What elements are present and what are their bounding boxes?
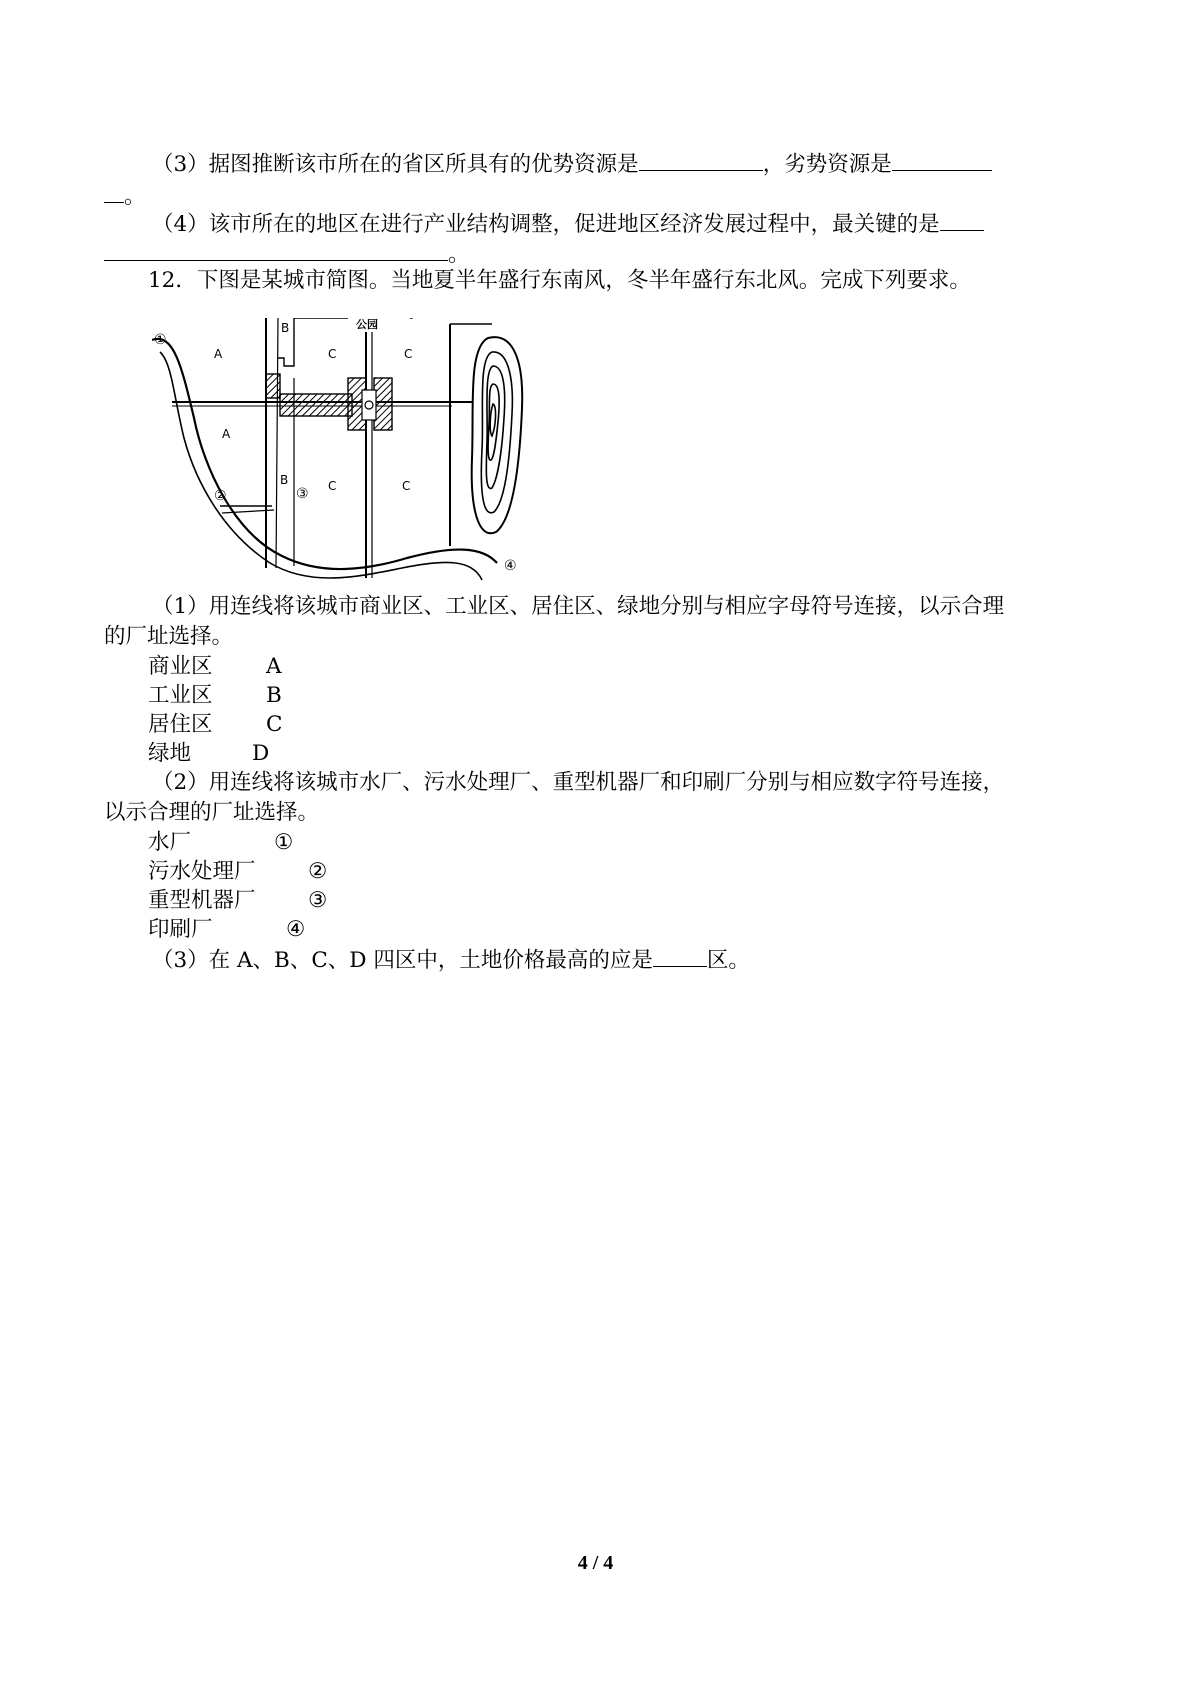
q12-sub1-line-1 — [152, 592, 1004, 622]
q12-stem-text: 12．下图是某城市简图。当地夏半年盛行东南风，冬半年盛行东北风。完成下列要求。 — [148, 268, 971, 293]
map-site-4: ④ — [504, 558, 517, 574]
item-code[interactable]: ② — [308, 859, 328, 884]
item-code[interactable]: ① — [274, 830, 294, 855]
q3-line-1 — [152, 148, 992, 180]
q12-sub3-text-b: 区。 — [706, 948, 750, 973]
item-code[interactable]: C — [266, 712, 283, 737]
q12-sub3-blank[interactable] — [653, 944, 707, 967]
q4-blank-1[interactable] — [940, 208, 984, 231]
map-label-park: 公园 — [356, 318, 378, 331]
q12-sub3-line — [152, 944, 750, 976]
q3-text-a: （3）据图推断该市所在的省区所具有的优势资源是 — [152, 152, 639, 177]
item-code[interactable]: D — [252, 741, 270, 766]
q3-text-c: 。 — [124, 184, 146, 209]
q12-sub2-item-2 — [148, 857, 328, 887]
map-site-3: ③ — [296, 486, 309, 502]
item-name: 印刷厂 — [148, 917, 213, 942]
q12-sub1-text-2: 的厂址选择。 — [104, 624, 234, 649]
q12-sub2-item-4 — [148, 915, 306, 945]
map-label-b2: B — [280, 473, 289, 487]
item-name: 重型机器厂 — [148, 888, 256, 913]
map-label-c1: C — [328, 347, 337, 361]
q3-blank-2a[interactable] — [892, 148, 992, 171]
q12-stem — [148, 266, 971, 296]
q4-blank-2[interactable] — [104, 238, 448, 261]
q12-sub1-line-2 — [104, 622, 233, 652]
q12-sub2-line-2 — [104, 798, 319, 828]
map-site-1: ① — [154, 332, 167, 348]
q4-line-1 — [152, 208, 984, 240]
item-name: 居住区 — [148, 712, 213, 737]
item-name: 绿地 — [148, 741, 192, 766]
item-name: 污水处理厂 — [148, 859, 256, 884]
map-label-a1: A — [214, 347, 223, 361]
q12-sub2-item-1 — [148, 828, 294, 858]
item-name: 工业区 — [148, 683, 213, 708]
q12-sub1-item-3 — [148, 710, 283, 740]
q12-sub2-text-2: 以示合理的厂址选择。 — [104, 800, 320, 825]
item-name: 商业区 — [148, 654, 213, 679]
q12-sub2-line-1 — [152, 768, 1004, 798]
q12-sub1-item-2 — [148, 681, 282, 711]
q12-sub1-text-1: （1）用连线将该城市商业区、工业区、居住区、绿地分别与相应字母符号连接，以示合理 — [152, 594, 1005, 619]
q12-sub1-item-4 — [148, 739, 270, 769]
map-site-2: ② — [214, 488, 227, 504]
item-code[interactable]: A — [266, 654, 282, 679]
q12-sub2-text-1: （2）用连线将该城市水厂、污水处理厂、重型机器厂和印刷厂分别与相应数字符号连接， — [152, 770, 1005, 795]
map-label-b1: B — [281, 321, 290, 335]
item-code[interactable]: ③ — [308, 888, 328, 913]
item-name: 水厂 — [148, 830, 192, 855]
q3-line-2 — [104, 180, 146, 212]
q12-sub1-item-1 — [148, 652, 282, 682]
q3-blank-2b[interactable] — [104, 180, 124, 203]
item-code[interactable]: B — [266, 683, 282, 708]
q12-sub2-item-3 — [148, 886, 328, 916]
city-map — [152, 318, 532, 588]
q12-sub3-text-a: （3）在 A、B、C、D 四区中，土地价格最高的应是 — [152, 948, 653, 973]
map-label-c2: C — [404, 347, 413, 361]
item-code[interactable]: ④ — [286, 917, 306, 942]
q3-blank-1[interactable] — [639, 148, 763, 171]
q3-text-b: ，劣势资源是 — [762, 152, 892, 177]
page-number: 4 / 4 — [577, 1552, 614, 1574]
map-label-c4: C — [402, 479, 411, 493]
map-label-c3: C — [328, 479, 337, 493]
q4-text-a: （4）该市所在的地区在进行产业结构调整，促进地区经济发展过程中，最关键的是 — [152, 212, 940, 237]
map-label-a2: A — [222, 427, 231, 441]
q4-text-b: 。 — [448, 242, 470, 267]
